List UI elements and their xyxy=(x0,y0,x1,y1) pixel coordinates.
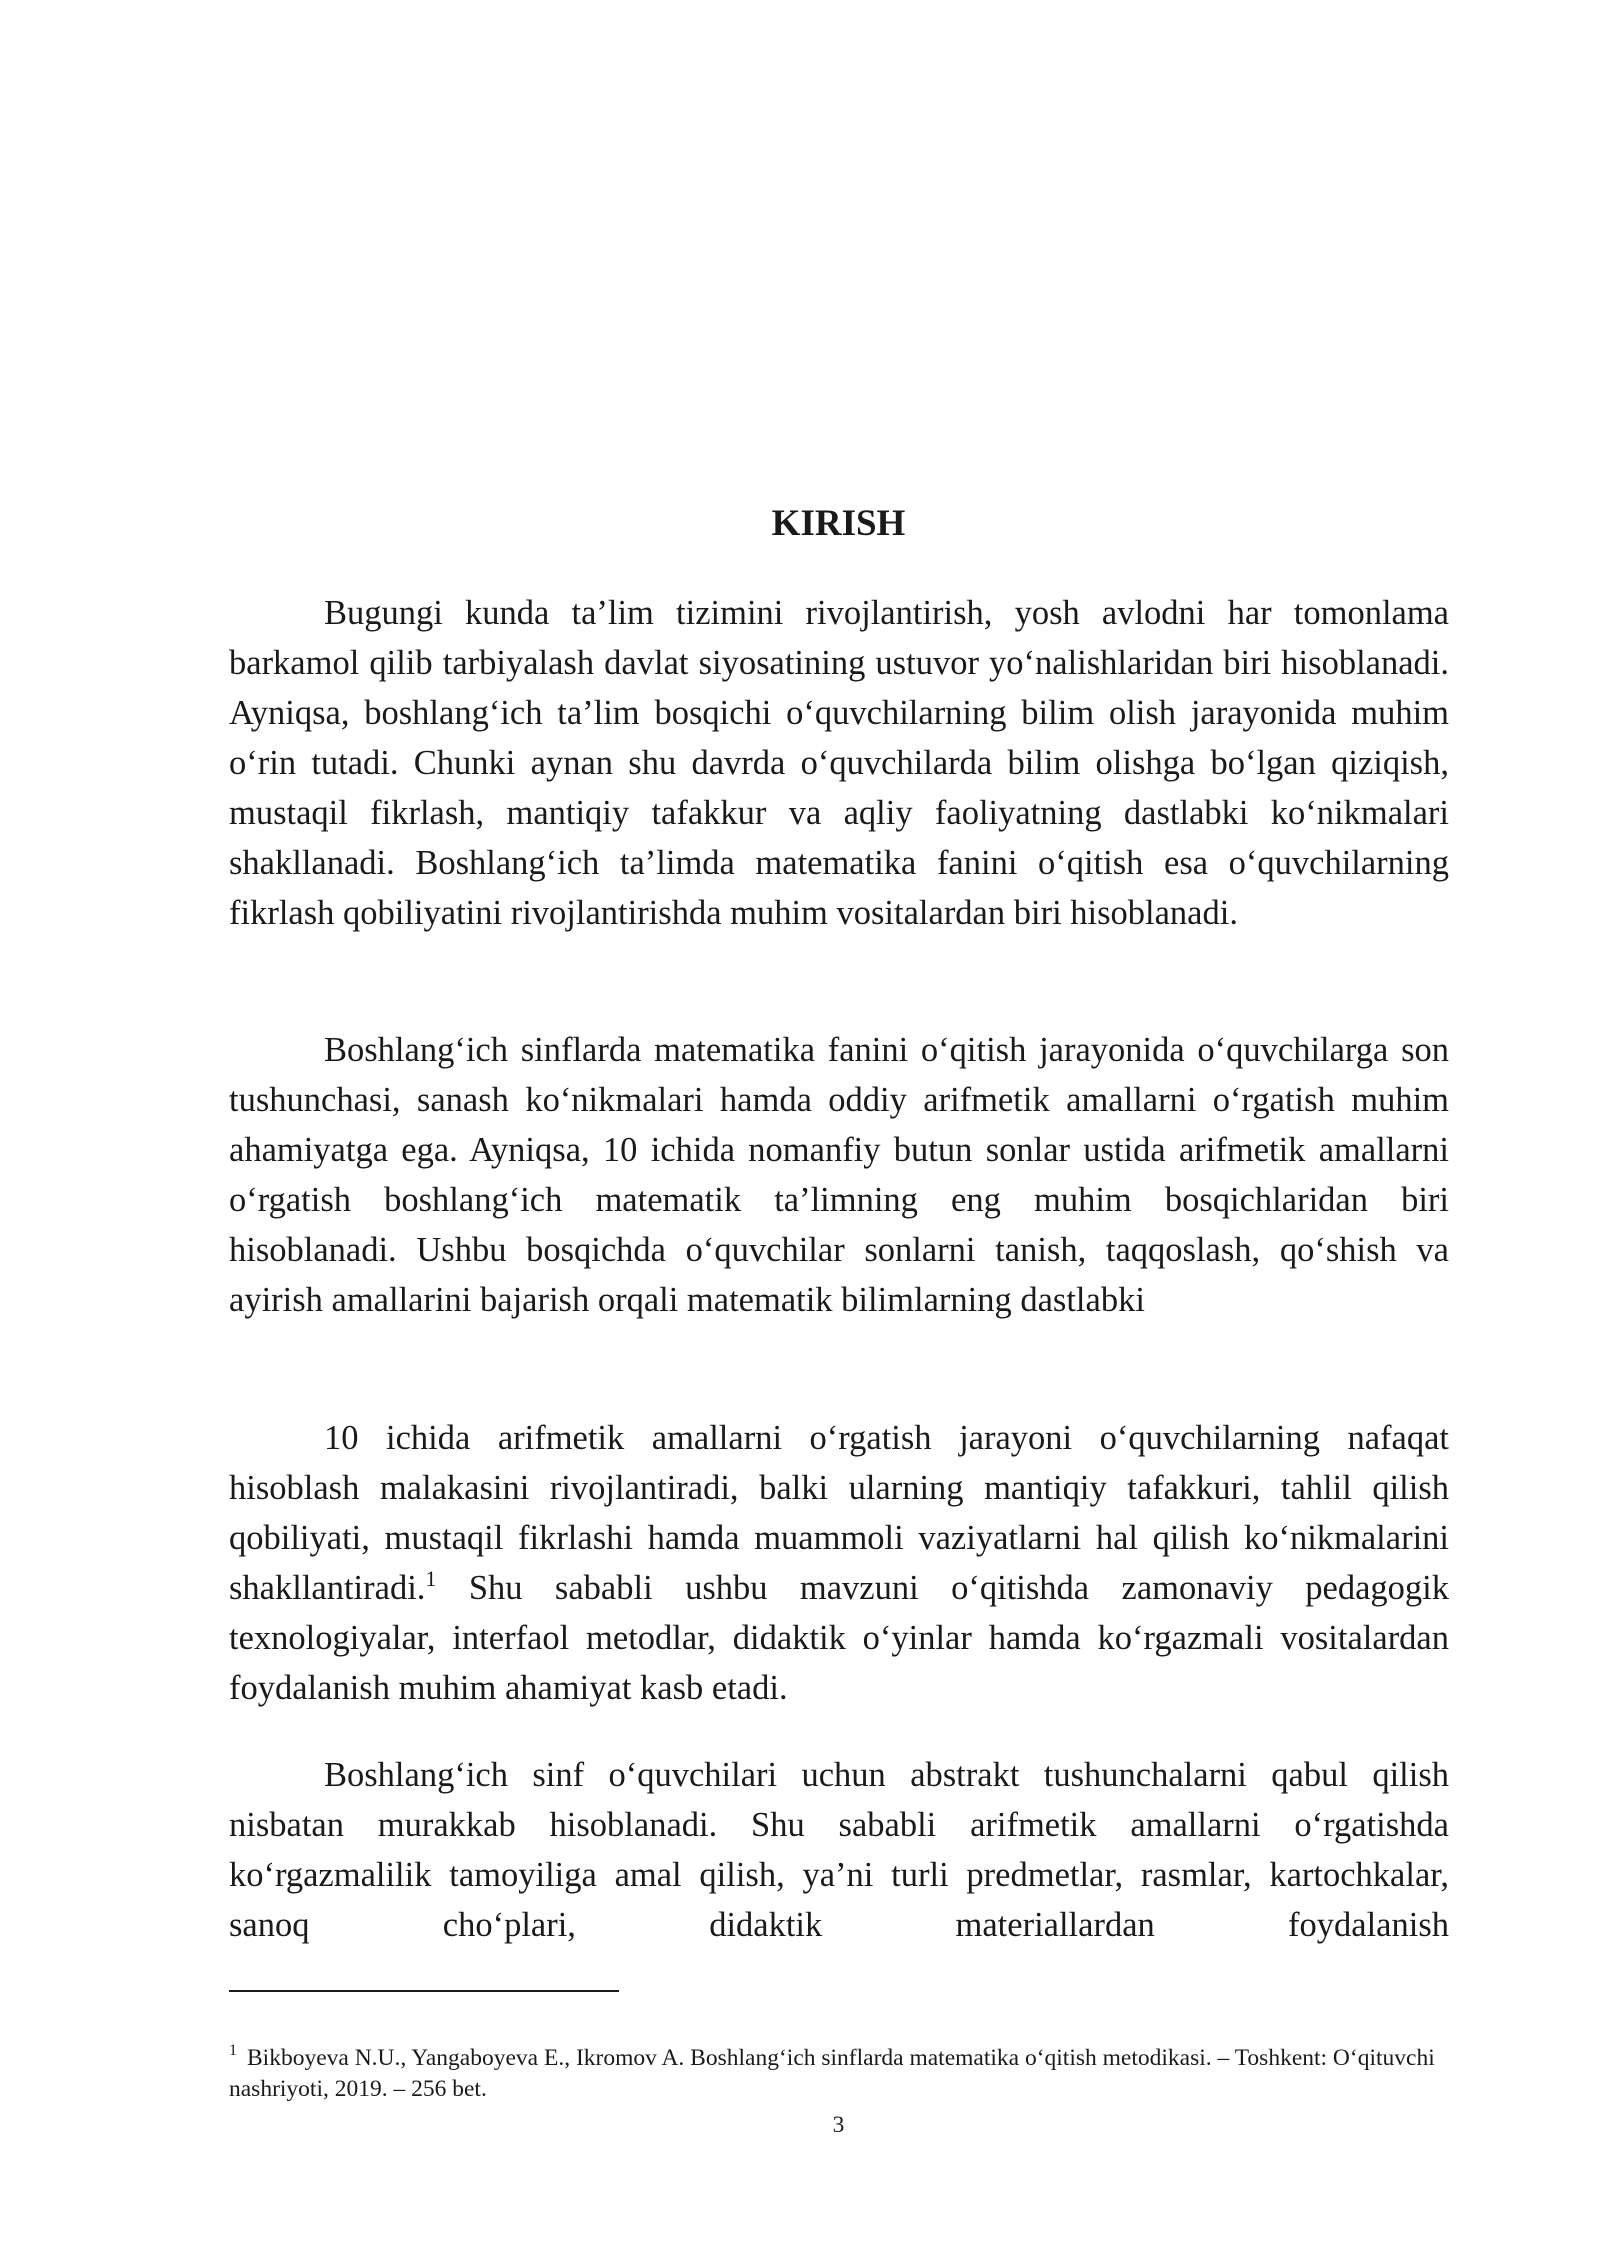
paragraph-4: Boshlang‘ich sinf o‘quvchilari uchun abstrakt tushunchalarni qabul qilish nisbatan murakkab hisoblanadi. Shu sababli arifmetik amallarni o‘rgatishda ko‘rgazmalilik tamoyiliga amal qilish, ya’ni turli predmetlar, rasmlar, kartochkalar, sanoq cho‘plari, didaktik materiallardan foydalanish xyxy=(229,1756,1449,1944)
paragraph-3-part-1: 10 ichida arifmetik amallarni o‘rgatish jarayoni o‘quvchilarning nafaqat hisoblash malakasini rivojlantiradi, balki ularning mantiqiy tafakkuri, tahlil qilish qobiliyati, mustaqil fikrlashi hamda muammoli vaziyatlarni hal qilish ko‘nikmalarini shakllantiradi. xyxy=(229,1419,1449,1607)
paragraph-3-part-2: Shu sababli ushbu mavzuni o‘qitishda zamonaviy pedagogik texnologiyalar, interfaol metodlar, didaktik o‘yinlar hamda ko‘rgazmali vositalardan foydalanish muhim ahamiyat kasb etadi. xyxy=(229,1569,1450,1707)
footnote xyxy=(229,2043,1449,2105)
footnote-separator xyxy=(229,1990,619,1992)
paragraph-3 xyxy=(229,1413,1449,1713)
paragraph-2: Boshlang‘ich sinflarda matematika fanini o‘qitish jarayonida o‘quvchilarga son tushunchasi, sanash ko‘nikmalari hamda oddiy arifmetik amallarni o‘rgatish muhim ahamiyatga ega. Ayniqsa, 10 ichida nomanfiy butun sonlar ustida arifmetik amallarni o‘rgatish boshlang‘ich matematik ta’limning eng muhim bosqichlaridan biri hisoblanadi. Ushbu bosqichda o‘quvchilar sonlarni tanish, taqqoslash, qo‘shish va ayirish amallarini bajarish orqali matematik bilimlarning dastlabki xyxy=(229,1031,1449,1319)
footnote-text: Bikboyeva N.U., Yangaboyeva E., Ikromov A. Boshlang‘ich sinflarda matematika o‘qitish metodikasi. – Toshkent: O‘qituvchi nashriyoti, 2019. – 256 bet. xyxy=(229,2045,1435,2102)
section-heading: KIRISH xyxy=(771,503,906,544)
paragraph-1: Bugungi kunda ta’lim tizimini rivojlantirish, yosh avlodni har tomonlama barkamol qilib tarbiyalash davlat siyosatining ustuvor yo‘nalishlaridan biri hisoblanadi. Ayniqsa, boshlang‘ich ta’lim bosqichi o‘quvchilarning bilim olish jarayonida muhim o‘rin tutadi. Chunki aynan shu davrda o‘quvchilarda bilim olishga bo‘lgan qiziqish, mustaqil fikrlash, mantiqiy tafakkur va aqliy faoliyatning dastlabki ko‘nikmalari shakllanadi. Boshlang‘ich ta’limda matematika fanini o‘qitish esa o‘quvchilarning fikrlash qobiliyatini rivojlantirishda muhim vositalardan biri hisoblanadi. xyxy=(229,594,1449,932)
footnote-number: 1 xyxy=(229,2042,237,2059)
footnote-reference: 1 xyxy=(425,1566,437,1591)
page-number: 3 xyxy=(832,2112,845,2138)
